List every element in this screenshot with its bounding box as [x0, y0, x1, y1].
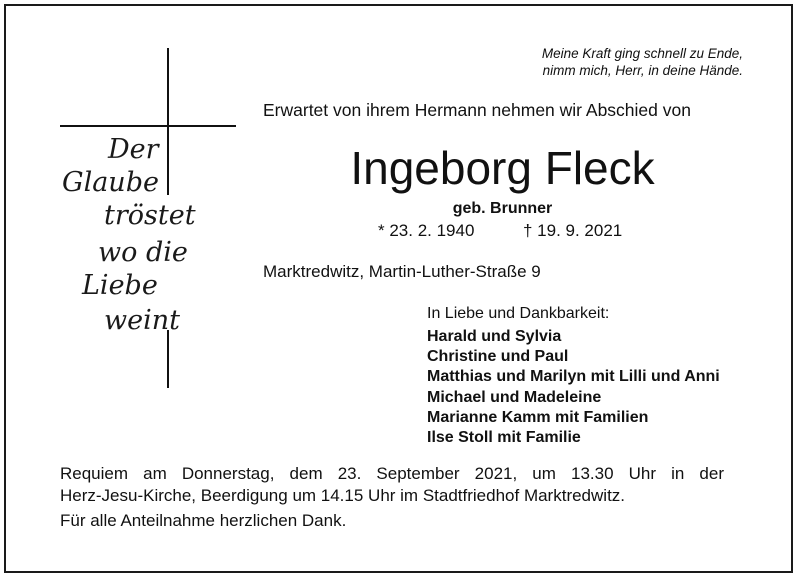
motto-word-1: Der [108, 134, 159, 165]
mourner-item: Harald und Sylvia [427, 328, 562, 345]
mourners-list [427, 327, 720, 448]
requiem-line-2: Herz-Jesu-Kirche, Beerdigung um 14.15 Uhr im Stadtfriedhof Marktredwitz. [60, 485, 626, 505]
motto-quote [542, 45, 743, 79]
intro-text: Erwartet von ihrem Hermann nehmen wir Abschied von [263, 100, 691, 120]
motto-word-2: Glaube [62, 167, 159, 198]
deceased-name: Ingeborg Fleck [350, 142, 655, 194]
motto-word-5: Liebe [82, 270, 158, 301]
mourner-item: Matthias und Marilyn mit Lilli und Anni [427, 368, 720, 386]
mourner-item: Ilse Stoll mit Familie [427, 429, 581, 447]
motto-line-2: nimm mich, Herr, in deine Hände. [542, 63, 743, 78]
motto-line-1: Meine Kraft ging schnell zu Ende, [541, 46, 743, 61]
mourner-item: Christine und Paul [427, 348, 569, 366]
motto-word-4: wo die [98, 237, 188, 268]
mourner-item: Michael und Madeleine [427, 388, 602, 406]
death-date: † 19. 9. 2021 [523, 221, 623, 240]
born-name: geb. Brunner [452, 200, 553, 217]
requiem-notice [60, 463, 724, 506]
motto-word-3: tröstet [104, 200, 196, 231]
motto-word-6: weint [104, 305, 180, 336]
birth-date: * 23. 2. 1940 [378, 221, 475, 240]
mourner-item: Marianne Kamm mit Familien [427, 408, 649, 426]
address: Marktredwitz, Martin-Luther-Straße 9 [263, 262, 541, 281]
final-thanks: Für alle Anteilnahme herzlichen Dank. [60, 511, 347, 530]
thanks-intro: In Liebe und Dankbarkeit: [427, 305, 610, 322]
cross-with-motto [60, 48, 240, 393]
requiem-line-1: Requiem am Donnerstag, dem 23. September 2021, um 13.30 Uhr in der [60, 464, 724, 483]
